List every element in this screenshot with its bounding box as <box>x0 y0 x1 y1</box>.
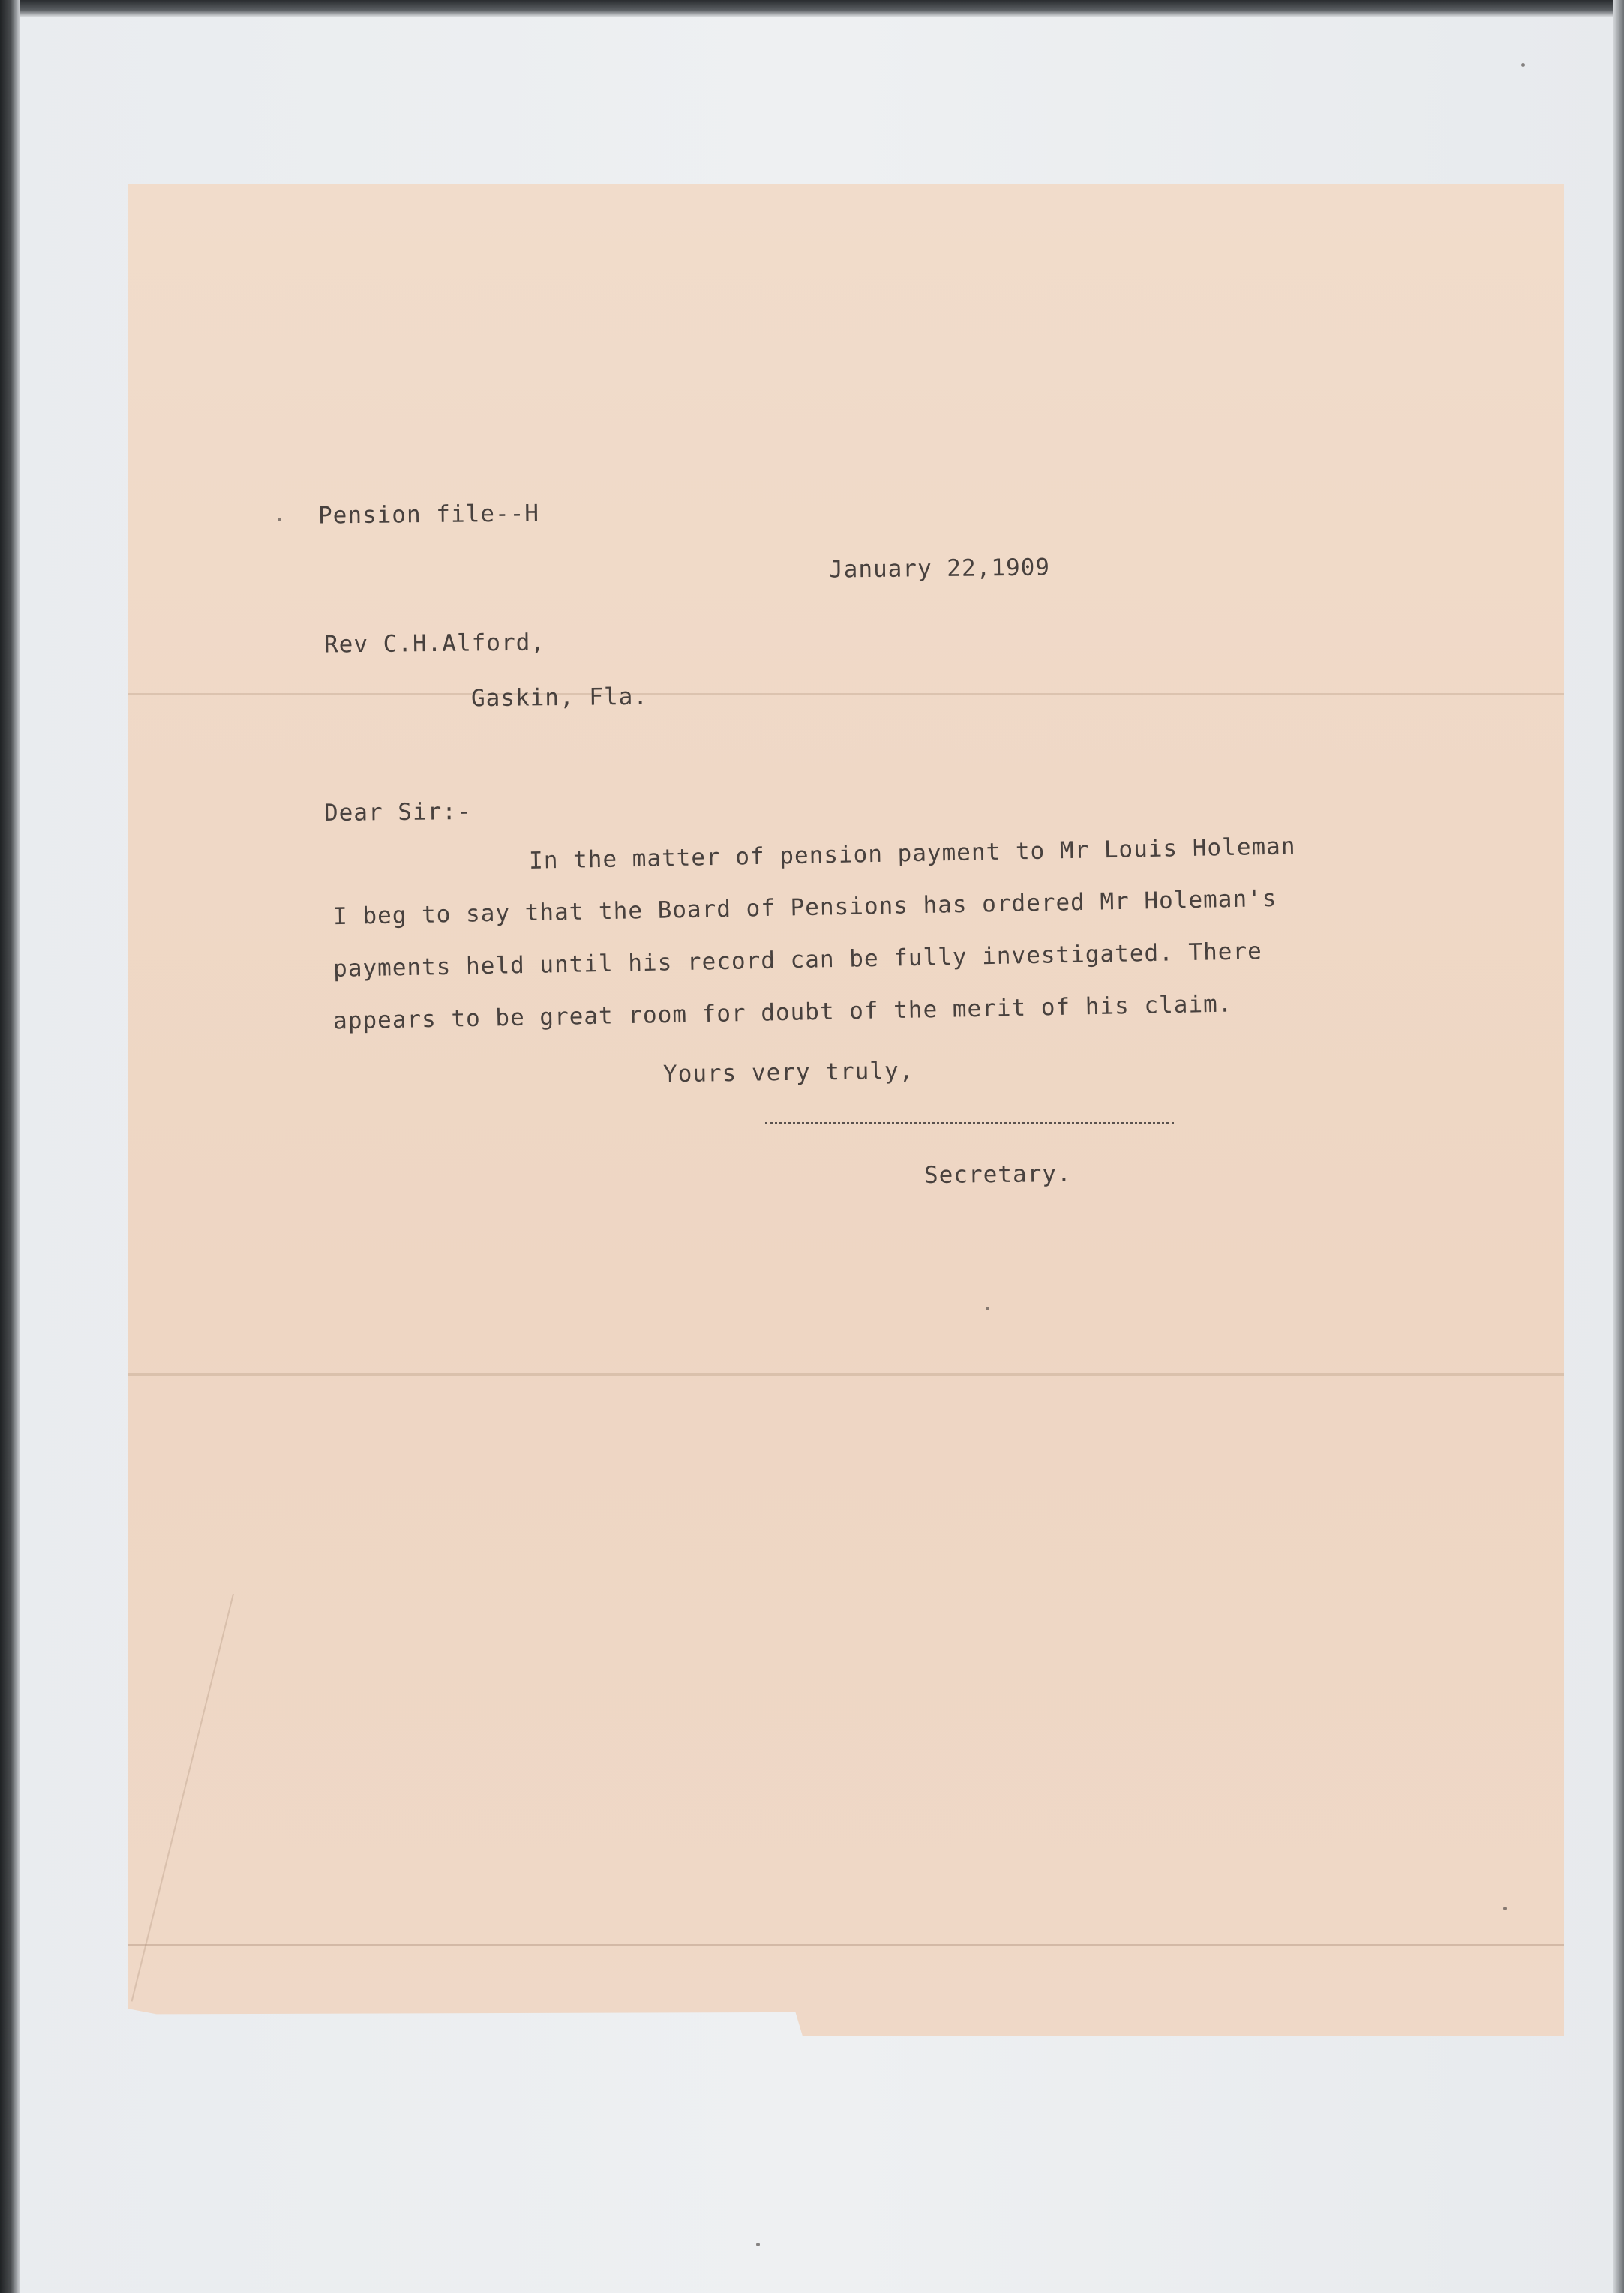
recipient-place: Gaskin, Fla. <box>470 683 649 713</box>
body-line: appears to be great room for doubt of the merit of his claim. <box>332 990 1233 1035</box>
body-line: I beg to say that the Board of Pensions has ordered Mr Holeman's <box>332 884 1277 931</box>
paper-fold <box>128 1944 1564 1946</box>
paper-crease <box>131 1594 234 2002</box>
recipient-name: Rev C.H.Alford, <box>323 629 546 659</box>
signature-line <box>765 1122 1174 1124</box>
signature-title: Secretary. <box>923 1160 1072 1190</box>
closing: Yours very truly, <box>662 1057 914 1088</box>
scanner-left-edge <box>0 0 20 2293</box>
scan-speck <box>1521 63 1525 67</box>
body-line: In the matter of pension payment to Mr Louis Holeman <box>528 833 1296 875</box>
scanner-right-edge <box>1613 0 1624 2293</box>
scan-speck <box>278 518 281 521</box>
salutation: Dear Sir:- <box>323 797 472 827</box>
scan-speck <box>1503 1907 1507 1910</box>
scanner-top-edge <box>0 0 1624 17</box>
scan-speck <box>756 2243 760 2246</box>
paper-fold <box>128 693 1564 695</box>
letter-sheet <box>128 184 1564 2036</box>
body-line: payments held until his record can be fully investigated. There <box>332 938 1263 983</box>
letter-date: January 22,1909 <box>828 554 1051 584</box>
scan-speck <box>986 1307 989 1310</box>
file-reference: Pension file--H <box>317 500 540 530</box>
paper-fold <box>128 1373 1564 1376</box>
